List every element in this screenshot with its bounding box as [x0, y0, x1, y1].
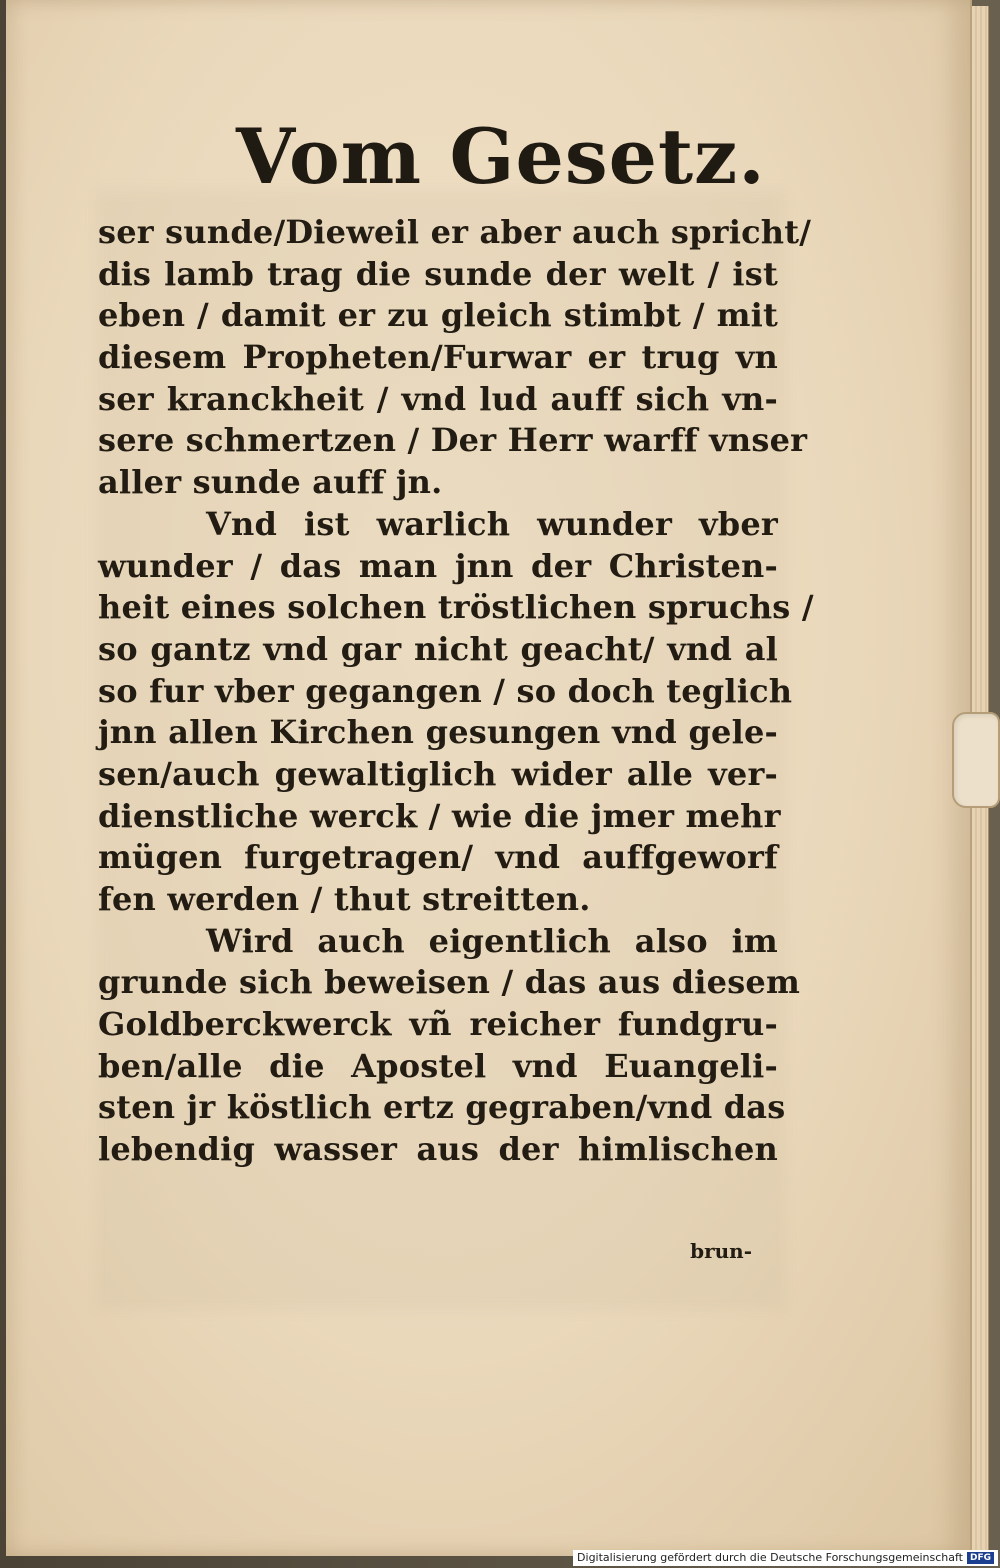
text-line: mügen furgetragen/ vnd auffgeworf [98, 838, 778, 877]
text-line: aller sunde auff jn. [98, 463, 443, 502]
text-line: dienstliche werck / wie die jmer mehr [98, 796, 781, 835]
text-line: Wird auch eigentlich also im [206, 921, 778, 960]
text-line: heit eines solchen tröstlichen spruchs / [98, 588, 814, 627]
text-line: so gantz vnd gar nicht geacht/ vnd al [98, 629, 778, 668]
text-block [98, 212, 814, 1171]
text-line: ben/alle die Apostel vnd Euangeli- [98, 1046, 778, 1085]
text-line: jnn allen Kirchen gesungen vnd gele- [98, 713, 778, 752]
text-line: wunder / das man jnn der Christen- [98, 546, 778, 585]
text-line: dis lamb trag die sunde der welt / ist [98, 254, 778, 293]
text-line: sen/auch gewaltiglich wider alle ver- [98, 754, 778, 793]
text-line: sere schmertzen / Der Herr warff vnser [98, 421, 808, 460]
text-line: lebendig wasser aus der himlischen [98, 1130, 778, 1169]
text-line: grunde sich beweisen / das aus diesem [98, 963, 801, 1002]
text-line: ser kranckheit / vnd lud auff sich vn- [98, 379, 778, 418]
text-line: diesem Propheten/Furwar er trug vn [98, 338, 778, 377]
dfg-logo: DFG [967, 1552, 994, 1564]
text-line: so fur vber gegangen / so doch teglich [98, 671, 793, 710]
page-tab [952, 712, 1000, 808]
text-line: Goldberckwerck vñ reicher fundgru- [98, 1005, 778, 1044]
digitization-credit [573, 1550, 998, 1566]
text-line: eben / damit er zu gleich stimbt / mit [98, 296, 778, 335]
text-line: sten jr köstlich ertz gegraben/vnd das [98, 1088, 786, 1127]
text-line: ser sunde/Dieweil er aber auch spricht/ [98, 213, 812, 251]
catchword: brun- [690, 1239, 752, 1263]
text-line: fen werden / thut streitten. [98, 880, 591, 918]
text-line: Vnd ist warlich wunder vber [206, 504, 778, 543]
credit-text: Digitalisierung gefördert durch die Deutsche Forschungsgemeinschaft [577, 1551, 963, 1564]
running-head: Vom Gesetz. [236, 112, 766, 201]
